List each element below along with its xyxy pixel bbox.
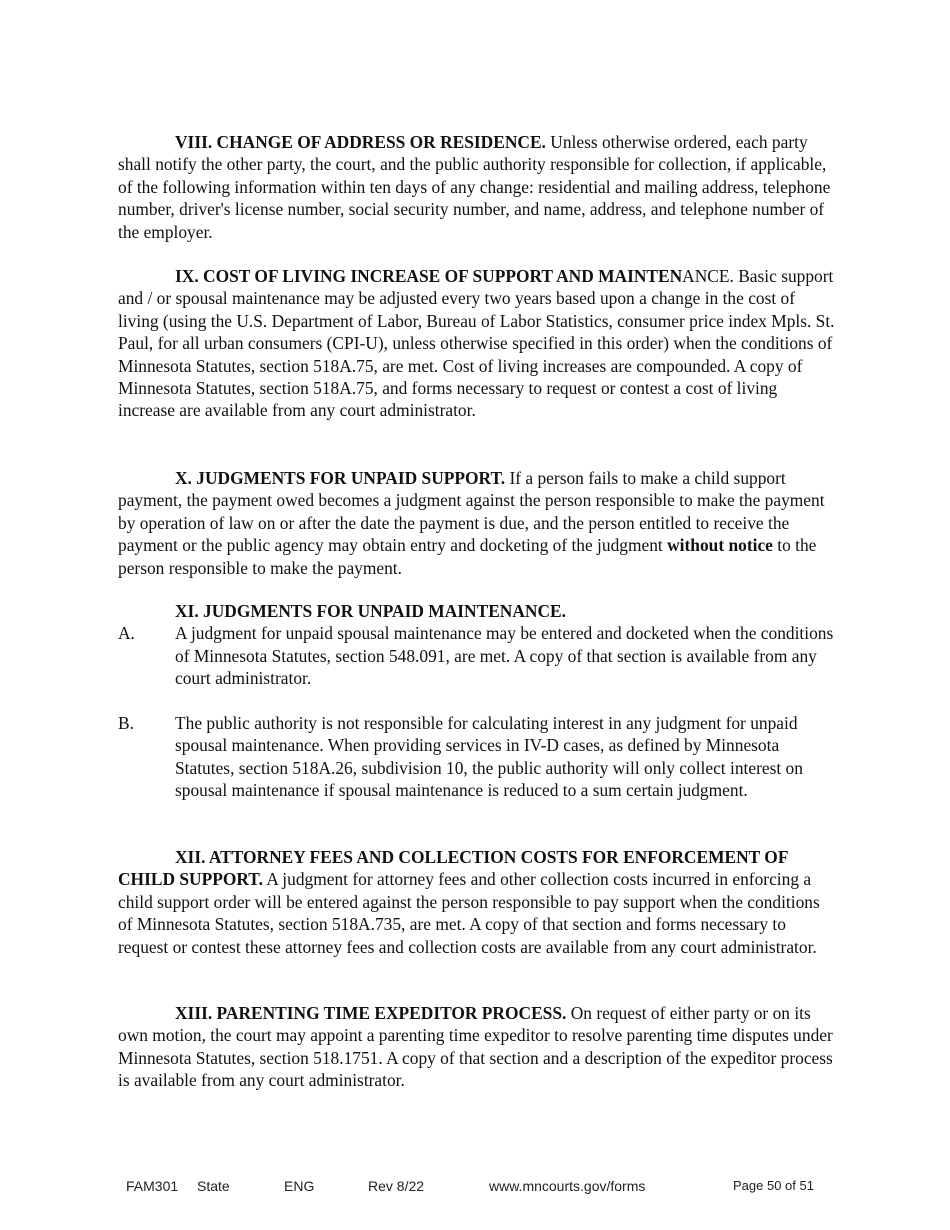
footer-language: ENG	[284, 1178, 315, 1194]
section-x-heading: X. JUDGMENTS FOR UNPAID SUPPORT.	[175, 468, 506, 488]
section-x-body-2: to the person responsible to make the payment.	[118, 535, 817, 578]
section-xiii-paragraph	[118, 1002, 838, 1092]
footer-form-code: FAM301	[126, 1178, 179, 1194]
section-xiii-body: On request of either party or on its own motion, the court may appoint a parenting time expeditor to resolve parenting time disputes under Minnesota Statutes, section 518.1751. A copy of that section and a description of the expeditor process is available from any court administrator.	[118, 1003, 833, 1091]
section-xiii-heading: XIII. PARENTING TIME EXPEDITOR PROCESS.	[175, 1003, 567, 1023]
item-text: The public authority is not responsible for calculating interest in any judgment for unpaid spousal maintenance. When providing services in IV-D cases, as defined by Minnesota Statutes, section 518A.26, subdivision 10, the public authority will only collect interest on spousal maintenance if spousal maintenance is reduced to a sum certain judgment.	[175, 713, 803, 801]
section-xii-heading: XII. ATTORNEY FEES AND COLLECTION COSTS FOR ENFORCEMENT OF CHILD SUPPORT.	[118, 847, 788, 890]
footer-page-number: Page 50 of 51	[733, 1178, 814, 1193]
section-viii-body: Unless otherwise ordered, each party shall notify the other party, the court, and the public authority responsible for collection, if applicable, of the following information within ten days of any change: residential and mailing address, telephone number, driver's license number, social security number, and name, address, and telephone number of the employer.	[118, 132, 831, 242]
section-ix-body: ANCE. Basic support and / or spousal maintenance may be adjusted every two years based upon a change in the cost of living (using the U.S. Department of Labor, Bureau of Labor Statistics, consumer price index Mpls. St. Paul, for all urban consumers (CPI-U), unless otherwise specified in this order) when the conditions of Minnesota Statutes, section 518A.75, are met. Cost of living increases are compounded. A copy of Minnesota Statutes, section 518A.75, and forms necessary to request or contest a cost of living increase are available from any court administrator.	[118, 266, 835, 421]
footer-url: www.mncourts.gov/forms	[489, 1178, 646, 1194]
page-footer	[0, 1178, 950, 1198]
item-letter: B.	[118, 713, 134, 734]
section-xiii	[118, 1002, 838, 1092]
section-xi-item-b	[118, 712, 838, 802]
item-text: A judgment for unpaid spousal maintenance may be entered and docketed when the conditions of Minnesota Statutes, section 548.091, are met. A copy of that section is available from any court administrator.	[175, 623, 834, 689]
section-viii-heading: VIII. CHANGE OF ADDRESS OR RESIDENCE.	[175, 132, 546, 152]
section-ix-heading: IX. COST OF LIVING INCREASE OF SUPPORT AND MAINTEN	[175, 266, 683, 286]
footer-state: State	[197, 1178, 230, 1194]
section-ix-paragraph	[118, 265, 838, 422]
section-xii-paragraph	[118, 846, 838, 958]
section-xi-item-a	[118, 622, 838, 689]
section-viii-paragraph	[118, 131, 838, 243]
section-ix	[118, 265, 838, 422]
section-x-emphasis: without notice	[667, 535, 773, 556]
section-x-paragraph	[118, 467, 838, 579]
section-xi	[118, 600, 838, 802]
section-x-body-1: If a person fails to make a child support payment, the payment owed becomes a judgment against the person responsible to make the payment by operation of law on or after the date the payment is due, and the person entitled to receive the payment or the public agency may obtain entry and docketing of the judgment	[118, 468, 825, 556]
footer-revision: Rev 8/22	[368, 1178, 425, 1194]
section-x	[118, 467, 838, 579]
section-xii-body: A judgment for attorney fees and other collection costs incurred in enforcing a child support order will be entered against the person responsible to pay support when the conditions of Minnesota Statutes, section 518A.735, are met. A copy of that section and forms necessary to request or contest these attorney fees and collection costs are available from any court administrator.	[118, 869, 820, 957]
item-letter: A.	[118, 623, 135, 644]
section-xii	[118, 846, 838, 958]
section-viii	[118, 131, 838, 243]
section-xi-heading: XI. JUDGMENTS FOR UNPAID MAINTENANCE.	[175, 601, 566, 621]
